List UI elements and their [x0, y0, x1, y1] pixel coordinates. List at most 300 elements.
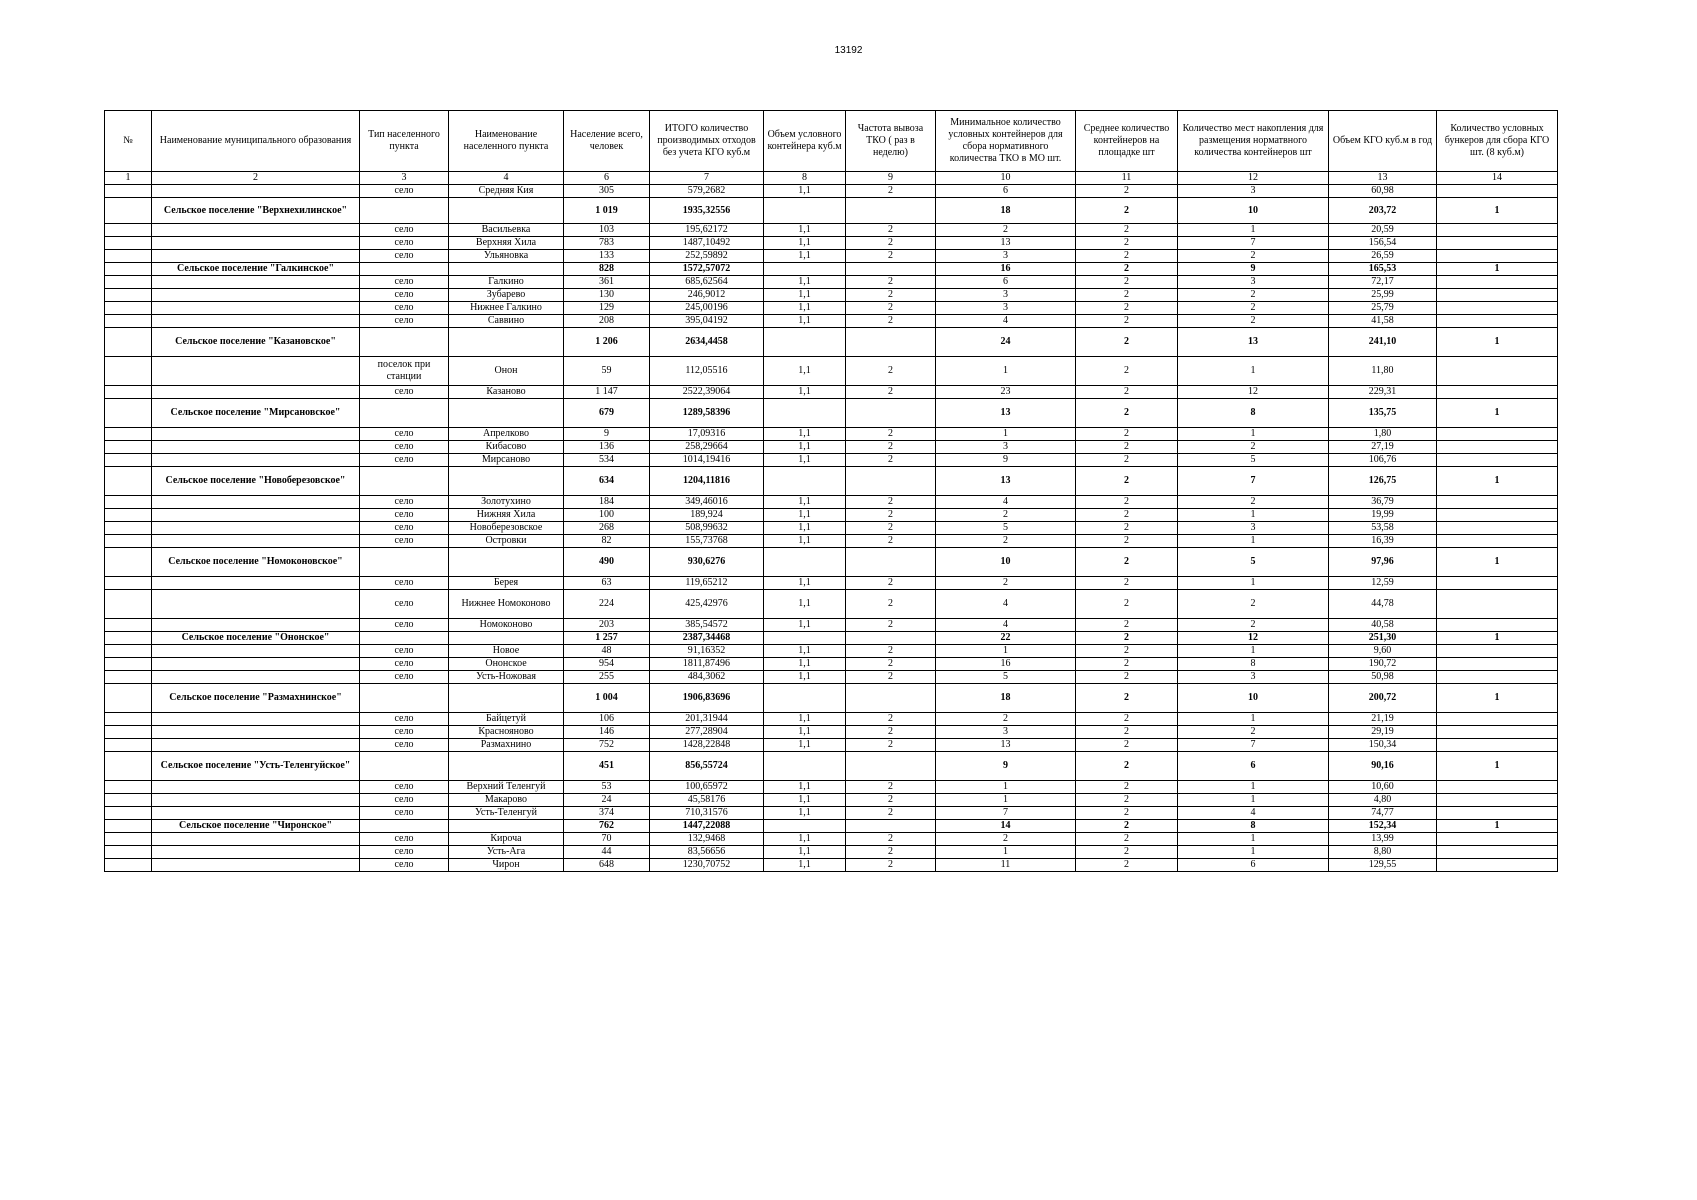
table-cell: Саввино: [449, 315, 564, 328]
table-cell: 1 257: [564, 632, 650, 645]
table-cell: Золотухино: [449, 496, 564, 509]
table-cell: 2: [936, 509, 1076, 522]
table-cell: [105, 399, 152, 428]
column-number: 12: [1178, 172, 1329, 185]
table-cell: 203,72: [1329, 198, 1437, 224]
table-cell: 16: [936, 658, 1076, 671]
table-cell: 1,1: [764, 441, 846, 454]
table-cell: [1437, 535, 1558, 548]
locality-row: [105, 441, 1558, 454]
table-cell: [360, 820, 449, 833]
table-cell: 2: [936, 535, 1076, 548]
table-cell: 13: [936, 739, 1076, 752]
settlement-summary-row: [105, 752, 1558, 781]
table-cell: [152, 224, 360, 237]
table-cell: 1: [1437, 328, 1558, 357]
table-cell: [360, 752, 449, 781]
table-cell: 24: [564, 794, 650, 807]
table-cell: 53: [564, 781, 650, 794]
table-cell: 1: [1437, 263, 1558, 276]
table-cell: [1437, 224, 1558, 237]
table-cell: 2: [846, 522, 936, 535]
column-number: 10: [936, 172, 1076, 185]
table-cell: Сельское поселение "Чиронское": [152, 820, 360, 833]
table-cell: 2: [846, 846, 936, 859]
table-cell: 1,1: [764, 428, 846, 441]
table-cell: [105, 467, 152, 496]
table-cell: 20,59: [1329, 224, 1437, 237]
table-cell: 135,75: [1329, 399, 1437, 428]
table-cell: 1 004: [564, 684, 650, 713]
table-cell: 2: [846, 441, 936, 454]
table-cell: 8: [1178, 399, 1329, 428]
locality-row: [105, 726, 1558, 739]
settlement-summary-row: [105, 328, 1558, 357]
table-cell: [105, 739, 152, 752]
column-number: 4: [449, 172, 564, 185]
header-cell: Количество мест накопления для размещения норматвного количества контейнеров шт: [1178, 111, 1329, 172]
table-cell: 53,58: [1329, 522, 1437, 535]
table-cell: 2: [1076, 328, 1178, 357]
table-cell: 2: [846, 781, 936, 794]
table-cell: 129,55: [1329, 859, 1437, 872]
table-cell: 24: [936, 328, 1076, 357]
table-cell: 45,58176: [650, 794, 764, 807]
table-cell: [846, 752, 936, 781]
table-cell: [846, 820, 936, 833]
table-cell: 361: [564, 276, 650, 289]
table-cell: 190,72: [1329, 658, 1437, 671]
table-cell: 2: [1178, 315, 1329, 328]
table-cell: [105, 645, 152, 658]
table-cell: 579,2682: [650, 185, 764, 198]
table-cell: 2: [846, 276, 936, 289]
table-cell: [764, 548, 846, 577]
table-cell: 2: [1076, 752, 1178, 781]
table-cell: село: [360, 185, 449, 198]
table-cell: [1437, 713, 1558, 726]
table-cell: [105, 794, 152, 807]
table-cell: [1437, 846, 1558, 859]
column-number: 1: [105, 172, 152, 185]
table-cell: 130: [564, 289, 650, 302]
table-cell: [449, 467, 564, 496]
table-cell: 1906,83696: [650, 684, 764, 713]
table-cell: [1437, 739, 1558, 752]
table-cell: село: [360, 315, 449, 328]
table-cell: 16,39: [1329, 535, 1437, 548]
header-row: [105, 111, 1558, 172]
table-cell: 2: [936, 577, 1076, 590]
table-cell: Островки: [449, 535, 564, 548]
table-cell: [449, 820, 564, 833]
table-cell: [360, 684, 449, 713]
locality-row: [105, 250, 1558, 263]
table-cell: Новоберезовское: [449, 522, 564, 535]
table-cell: 1,1: [764, 237, 846, 250]
table-cell: 1,1: [764, 454, 846, 467]
table-cell: [764, 328, 846, 357]
table-cell: [1437, 671, 1558, 684]
table-cell: 2: [846, 713, 936, 726]
table-cell: 1,1: [764, 185, 846, 198]
table-cell: [360, 263, 449, 276]
table-cell: 1,1: [764, 522, 846, 535]
locality-row: [105, 185, 1558, 198]
table-cell: 1,1: [764, 509, 846, 522]
table-cell: 150,34: [1329, 739, 1437, 752]
table-cell: 1,1: [764, 619, 846, 632]
table-cell: 1,1: [764, 739, 846, 752]
table-cell: [105, 224, 152, 237]
table-cell: 1,1: [764, 781, 846, 794]
table-cell: 6: [936, 185, 1076, 198]
table-cell: 1 147: [564, 386, 650, 399]
table-cell: [105, 846, 152, 859]
table-cell: [152, 671, 360, 684]
table-cell: Онон: [449, 357, 564, 386]
table-cell: 1: [1437, 548, 1558, 577]
table-cell: 710,31576: [650, 807, 764, 820]
table-cell: 828: [564, 263, 650, 276]
header-cell: Среднее количество контейнеров на площадке шт: [1076, 111, 1178, 172]
table-cell: 2522,39064: [650, 386, 764, 399]
table-cell: 3: [936, 726, 1076, 739]
table-cell: [1437, 645, 1558, 658]
settlement-summary-row: [105, 548, 1558, 577]
table-cell: 29,19: [1329, 726, 1437, 739]
table-cell: 11: [936, 859, 1076, 872]
table-cell: 374: [564, 807, 650, 820]
table-cell: Сельское поселение "Номоконовское": [152, 548, 360, 577]
table-cell: [846, 328, 936, 357]
table-cell: 534: [564, 454, 650, 467]
table-cell: 451: [564, 752, 650, 781]
table-cell: 2: [1076, 535, 1178, 548]
table-cell: 3: [936, 441, 1076, 454]
table-cell: [105, 454, 152, 467]
table-cell: 2: [1076, 548, 1178, 577]
table-cell: село: [360, 590, 449, 619]
table-cell: [1437, 726, 1558, 739]
page-number: 13192: [834, 45, 863, 56]
table-cell: [846, 632, 936, 645]
table-cell: 2: [1076, 315, 1178, 328]
table-cell: [1437, 302, 1558, 315]
table-cell: село: [360, 645, 449, 658]
table-cell: 2: [1076, 846, 1178, 859]
table-cell: 14: [936, 820, 1076, 833]
table-cell: 2: [1076, 645, 1178, 658]
table-cell: 91,16352: [650, 645, 764, 658]
table-cell: 1,1: [764, 224, 846, 237]
table-cell: [1437, 522, 1558, 535]
table-cell: 2: [936, 833, 1076, 846]
table-cell: село: [360, 859, 449, 872]
table-cell: село: [360, 522, 449, 535]
locality-row: [105, 522, 1558, 535]
table-cell: Сельское поселение "Ононское": [152, 632, 360, 645]
table-cell: [152, 846, 360, 859]
table-cell: Казаново: [449, 386, 564, 399]
table-cell: 6: [1178, 859, 1329, 872]
table-cell: [105, 619, 152, 632]
table-cell: 2: [1076, 276, 1178, 289]
table-cell: 2: [846, 302, 936, 315]
table-cell: 1,1: [764, 794, 846, 807]
table-cell: [1437, 794, 1558, 807]
table-cell: Сельское поселение "Галкинское": [152, 263, 360, 276]
table-cell: [152, 315, 360, 328]
locality-row: [105, 454, 1558, 467]
table-cell: [152, 357, 360, 386]
header-cell: Минимальное количество условных контейнеров для сбора нормативного количества ТКО в МО шт.: [936, 111, 1076, 172]
table-cell: 10: [1178, 198, 1329, 224]
table-cell: 1: [936, 781, 1076, 794]
table-cell: 5: [936, 522, 1076, 535]
table-cell: [846, 399, 936, 428]
table-cell: Нижняя Хила: [449, 509, 564, 522]
table-cell: 1,1: [764, 250, 846, 263]
locality-row: [105, 590, 1558, 619]
table-cell: 2: [1076, 428, 1178, 441]
table-cell: [1437, 250, 1558, 263]
table-cell: 106,76: [1329, 454, 1437, 467]
table-cell: [449, 548, 564, 577]
table-cell: 1: [1437, 467, 1558, 496]
table-cell: 201,31944: [650, 713, 764, 726]
table-cell: [152, 509, 360, 522]
table-cell: 19,99: [1329, 509, 1437, 522]
settlement-summary-row: [105, 632, 1558, 645]
table-cell: село: [360, 302, 449, 315]
table-cell: 2: [1178, 441, 1329, 454]
column-number: 2: [152, 172, 360, 185]
table-cell: 1,1: [764, 302, 846, 315]
table-cell: 1: [1437, 399, 1558, 428]
table-cell: 2: [1076, 198, 1178, 224]
locality-row: [105, 276, 1558, 289]
table-cell: 783: [564, 237, 650, 250]
table-cell: 112,05516: [650, 357, 764, 386]
table-cell: 241,10: [1329, 328, 1437, 357]
header-cell: Частота вывоза ТКО ( раз в неделю): [846, 111, 936, 172]
table-cell: 1: [936, 357, 1076, 386]
header-cell: Тип населенного пункта: [360, 111, 449, 172]
table-cell: 2: [846, 859, 936, 872]
table-cell: 2: [1178, 302, 1329, 315]
table-cell: 1: [1437, 752, 1558, 781]
table-cell: 12: [1178, 386, 1329, 399]
table-cell: 1: [1178, 509, 1329, 522]
table-cell: Нижнее Номоконово: [449, 590, 564, 619]
table-cell: Макарово: [449, 794, 564, 807]
table-cell: [1437, 428, 1558, 441]
table-cell: 2: [846, 454, 936, 467]
locality-row: [105, 496, 1558, 509]
table-cell: 10: [936, 548, 1076, 577]
table-cell: [105, 752, 152, 781]
table-cell: [105, 441, 152, 454]
table-cell: 1: [936, 645, 1076, 658]
table-cell: 2: [846, 619, 936, 632]
table-cell: 2: [846, 833, 936, 846]
table-cell: 2: [1076, 509, 1178, 522]
header-cell: Количество условных бункеров для сбора КГО шт. (8 куб.м): [1437, 111, 1558, 172]
table-cell: [449, 752, 564, 781]
table-cell: 189,924: [650, 509, 764, 522]
table-cell: Галкино: [449, 276, 564, 289]
table-cell: [764, 820, 846, 833]
table-cell: 8: [1178, 820, 1329, 833]
column-number: 8: [764, 172, 846, 185]
table-cell: 484,3062: [650, 671, 764, 684]
column-number: 11: [1076, 172, 1178, 185]
table-cell: 8,80: [1329, 846, 1437, 859]
header-cell: №: [105, 111, 152, 172]
table-cell: [105, 522, 152, 535]
table-cell: [152, 535, 360, 548]
table-cell: 12,59: [1329, 577, 1437, 590]
table-cell: село: [360, 289, 449, 302]
table-cell: 1: [1178, 794, 1329, 807]
locality-row: [105, 357, 1558, 386]
table-cell: 2: [846, 289, 936, 302]
table-cell: [105, 859, 152, 872]
table-cell: 2: [1076, 684, 1178, 713]
table-cell: 2: [846, 250, 936, 263]
table-cell: [105, 289, 152, 302]
table-cell: 13: [1178, 328, 1329, 357]
table-cell: [764, 399, 846, 428]
table-cell: [105, 632, 152, 645]
locality-row: [105, 859, 1558, 872]
table-cell: 752: [564, 739, 650, 752]
table-cell: [1437, 276, 1558, 289]
table-cell: 36,79: [1329, 496, 1437, 509]
table-cell: 1487,10492: [650, 237, 764, 250]
settlement-summary-row: [105, 684, 1558, 713]
table-cell: Ононское: [449, 658, 564, 671]
table-cell: Верхний Теленгуй: [449, 781, 564, 794]
table-cell: [1437, 781, 1558, 794]
table-cell: 74,77: [1329, 807, 1437, 820]
table-cell: 50,98: [1329, 671, 1437, 684]
table-cell: 9: [564, 428, 650, 441]
table-cell: 2: [846, 807, 936, 820]
table-cell: [764, 684, 846, 713]
locality-row: [105, 619, 1558, 632]
table-cell: Сельское поселение "Новоберезовское": [152, 467, 360, 496]
waste-table: [104, 110, 1558, 872]
table-cell: 22: [936, 632, 1076, 645]
table-cell: Краснояново: [449, 726, 564, 739]
table-cell: 1,1: [764, 357, 846, 386]
table-cell: 2634,4458: [650, 328, 764, 357]
table-cell: 2: [1076, 441, 1178, 454]
table-cell: 2: [1076, 658, 1178, 671]
table-cell: село: [360, 441, 449, 454]
table-cell: 1447,22088: [650, 820, 764, 833]
table-cell: [152, 441, 360, 454]
locality-row: [105, 794, 1558, 807]
table-cell: 2: [846, 386, 936, 399]
table-cell: 23: [936, 386, 1076, 399]
table-cell: [1437, 590, 1558, 619]
table-cell: 1,1: [764, 645, 846, 658]
table-cell: 26,59: [1329, 250, 1437, 263]
header-cell: Наименование населенного пункта: [449, 111, 564, 172]
table-cell: 954: [564, 658, 650, 671]
table-cell: [1437, 509, 1558, 522]
table-cell: [105, 781, 152, 794]
table-cell: 2: [1178, 289, 1329, 302]
table-cell: [105, 658, 152, 671]
table-cell: 2: [1076, 467, 1178, 496]
table-cell: 1204,11816: [650, 467, 764, 496]
table-cell: [449, 198, 564, 224]
table-cell: 106: [564, 713, 650, 726]
table-cell: [105, 302, 152, 315]
table-cell: [1437, 619, 1558, 632]
column-number: 6: [564, 172, 650, 185]
table-cell: 2: [1076, 726, 1178, 739]
table-cell: [105, 428, 152, 441]
table-cell: Берея: [449, 577, 564, 590]
table-cell: 63: [564, 577, 650, 590]
table-cell: 2: [846, 794, 936, 807]
table-cell: 3: [936, 289, 1076, 302]
table-cell: Сельское поселение "Казановское": [152, 328, 360, 357]
table-cell: 2: [846, 224, 936, 237]
table-cell: 2: [846, 739, 936, 752]
table-cell: 100: [564, 509, 650, 522]
table-cell: [152, 645, 360, 658]
table-cell: село: [360, 726, 449, 739]
table-cell: 2: [846, 496, 936, 509]
table-cell: [1437, 807, 1558, 820]
table-cell: 1,1: [764, 726, 846, 739]
table-cell: 21,19: [1329, 713, 1437, 726]
table-cell: Ульяновка: [449, 250, 564, 263]
table-cell: [152, 713, 360, 726]
table-cell: 83,56656: [650, 846, 764, 859]
table-cell: 2: [1076, 671, 1178, 684]
table-cell: 2: [846, 645, 936, 658]
table-cell: 10,60: [1329, 781, 1437, 794]
table-cell: 7: [936, 807, 1076, 820]
table-cell: 59: [564, 357, 650, 386]
table-cell: 1,1: [764, 577, 846, 590]
table-cell: 2: [846, 237, 936, 250]
table-cell: [1437, 454, 1558, 467]
table-cell: 2: [1178, 496, 1329, 509]
locality-row: [105, 645, 1558, 658]
table-cell: 2: [1076, 302, 1178, 315]
settlement-summary-row: [105, 198, 1558, 224]
table-cell: Байцетуй: [449, 713, 564, 726]
table-cell: 40,58: [1329, 619, 1437, 632]
table-cell: [152, 590, 360, 619]
table-cell: [152, 496, 360, 509]
table-cell: 762: [564, 820, 650, 833]
table-cell: Кироча: [449, 833, 564, 846]
table-cell: 1: [1178, 846, 1329, 859]
table-cell: село: [360, 237, 449, 250]
table-cell: 165,53: [1329, 263, 1437, 276]
table-cell: [152, 739, 360, 752]
table-cell: 1014,19416: [650, 454, 764, 467]
